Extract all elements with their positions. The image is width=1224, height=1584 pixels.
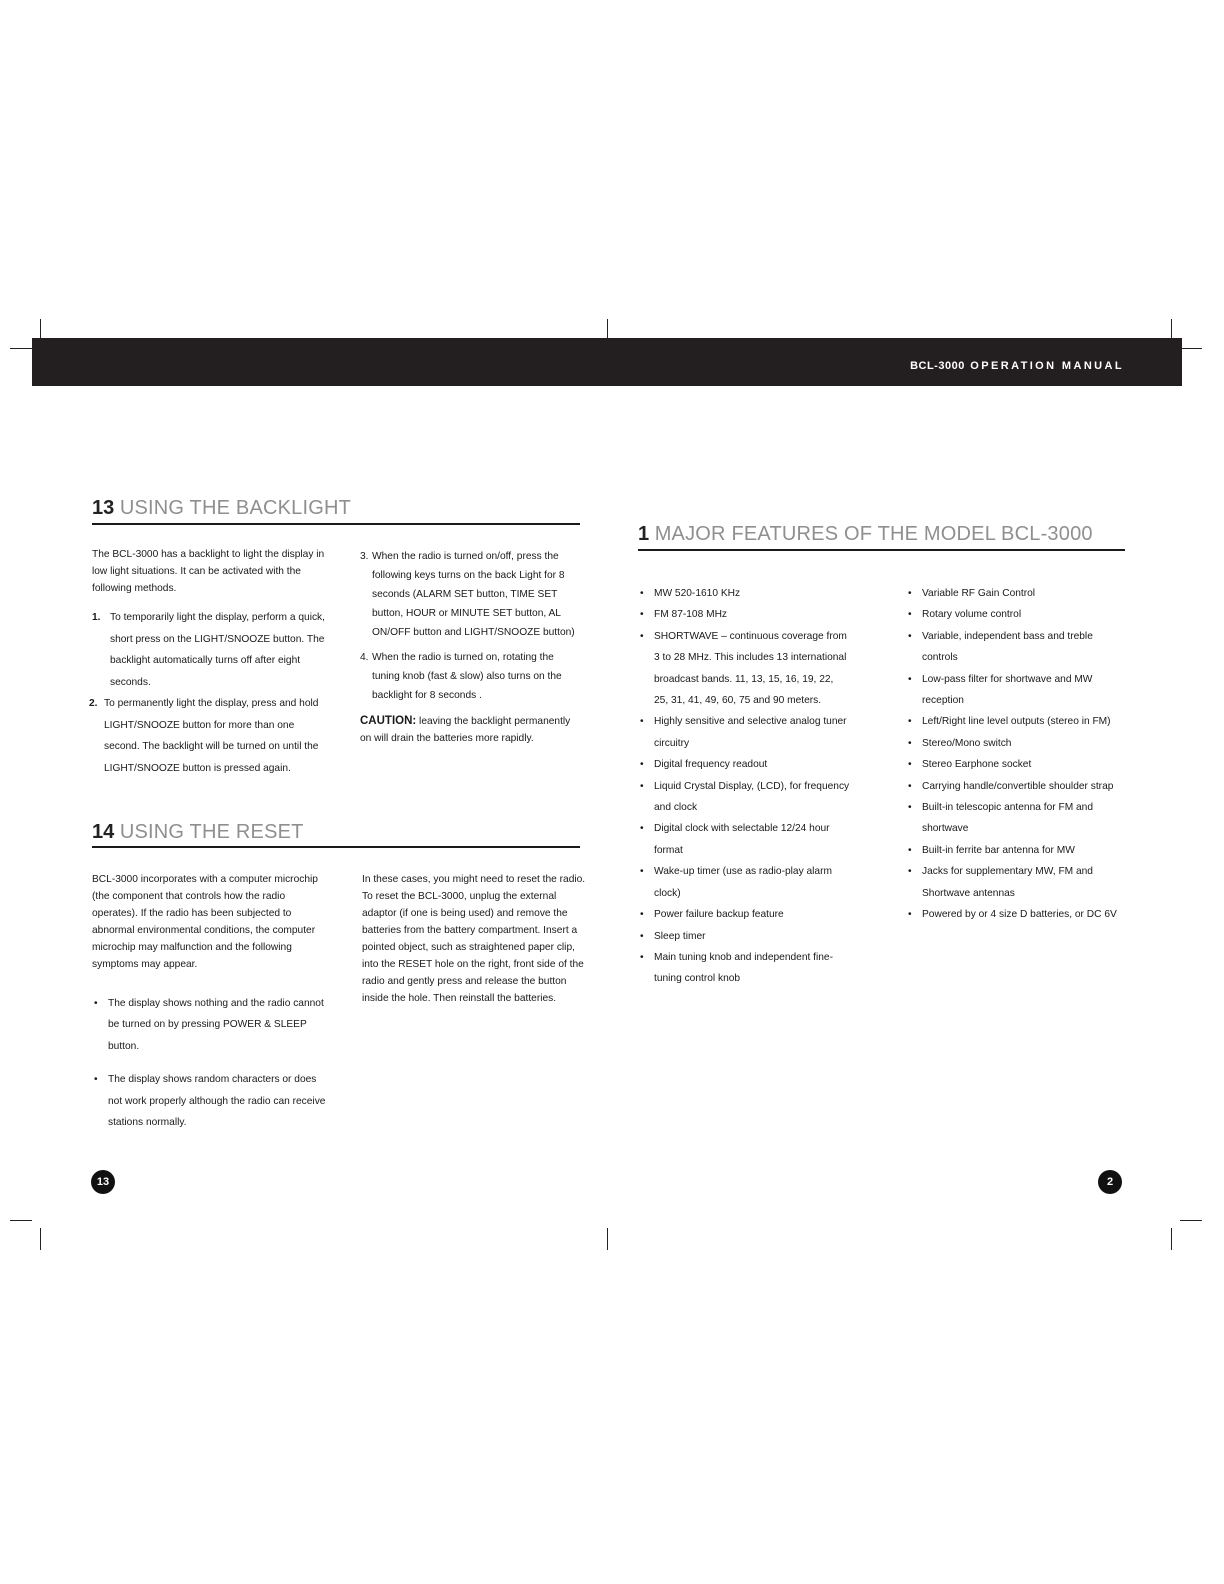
feature-item: • Liquid Crystal Display, (LCD), for frequency and clock: [638, 776, 850, 819]
feature-item: • Power failure backup feature: [638, 904, 850, 925]
feature-item: • Variable, independent bass and treble controls: [906, 626, 1118, 669]
section-13-heading: [92, 496, 351, 520]
feature-item: • Stereo Earphone socket: [906, 754, 1118, 775]
section-14-heading: [92, 820, 304, 844]
feature-item: • Rotary volume control: [906, 604, 1118, 625]
feature-item: • Built-in ferrite bar antenna for MW: [906, 840, 1118, 861]
section-14-col-left: [92, 871, 332, 1133]
crop-mark-left-bottom: [10, 1220, 32, 1221]
section-13-col-left: [89, 546, 332, 779]
item-text: When the radio is turned on/off, press the following keys turns on the back Light for 8 seconds (ALARM SET button, TIME SET button, HOUR or MINUTE SET button, AL ON/OFF button and LIGHT/SNOOZE button): [372, 551, 575, 638]
feature-item: • Jacks for supplementary MW, FM and Shortwave antennas: [906, 861, 1118, 904]
section-number: 13: [92, 497, 115, 519]
crop-mark-right-bottom: [1180, 1220, 1202, 1221]
feature-item: • Main tuning knob and independent fine-tuning control knob: [638, 947, 850, 990]
feature-item: • Sleep timer: [638, 926, 850, 947]
feature-item: • Stereo/Mono switch: [906, 733, 1118, 754]
crop-mark-bottom-right: [1171, 1228, 1172, 1250]
section-title: MAJOR FEATURES OF THE MODEL BCL-3000: [654, 523, 1093, 545]
symptom-item: • The display shows nothing and the radio cannot be turned on by pressing POWER & SLEEP button.: [92, 993, 332, 1057]
feature-item: • Carrying handle/convertible shoulder strap: [906, 776, 1118, 797]
feature-item: • MW 520-1610 KHz: [638, 583, 850, 604]
reset-symptoms-list: [92, 993, 332, 1133]
item-number: 4.: [360, 652, 369, 663]
caution-text: leaving the backlight permanently on will drain the batteries more rapidly.: [360, 716, 571, 744]
manual-title-text: OPERATION MANUAL: [970, 360, 1124, 372]
crop-mark-bottom-left: [40, 1228, 41, 1250]
section-14-rule: [92, 846, 580, 848]
item-text: To temporarily light the display, perform a quick, short press on the LIGHT/SNOOZE button. The backlight automatically turns off after eight seconds.: [110, 612, 325, 688]
caution-label: CAUTION:: [360, 715, 417, 727]
backlight-item-1: [92, 607, 332, 693]
header-band: [32, 338, 1182, 386]
reset-intro: BCL-3000 incorporates with a computer microchip (the component that controls how the radio operates). If the radio has been subjected to abnormal environmental conditions, the computer microchip may malfunction and the following symptoms may appear.: [92, 874, 318, 970]
section-title: USING THE RESET: [119, 821, 304, 843]
item-number: 2.: [89, 698, 98, 709]
crop-mark-left-top: [10, 348, 32, 349]
page-number-right: 2: [1098, 1170, 1122, 1194]
feature-item: • Low-pass filter for shortwave and MW reception: [906, 669, 1118, 712]
backlight-item-2: [89, 693, 332, 779]
feature-item: • Highly sensitive and selective analog tuner circuitry: [638, 711, 850, 754]
page-number-left: 13: [91, 1170, 115, 1194]
section-14-col-right: [362, 871, 592, 1007]
section-13-col-right: [360, 547, 582, 747]
section-13-rule: [92, 523, 580, 525]
feature-item: • Powered by or 4 size D batteries, or DC 6V: [906, 904, 1118, 925]
feature-item: • Digital clock with selectable 12/24 hour format: [638, 818, 850, 861]
feature-item: • SHORTWAVE – continuous coverage from 3 to 28 MHz. This includes 13 international broadcast bands. 11, 13, 15, 16, 19, 22, 25, 31, 41, 49, 60, 75 and 90 meters.: [638, 626, 850, 712]
features-list-1: [638, 583, 850, 990]
crop-mark-right-top: [1180, 348, 1202, 349]
reset-instructions: In these cases, you might need to reset the radio. To reset the BCL-3000, unplug the external adaptor (if one is being used) and remove the batteries from the battery compartment. Insert a pointed object, such as straightened paper clip, into the RESET hole on the right, front side of the radio and gently press and release the button inside the hole. Then reinstall the batteries.: [362, 874, 586, 1004]
section-number: 1: [638, 523, 650, 545]
feature-item: • Variable RF Gain Control: [906, 583, 1118, 604]
section-1-rule: [638, 549, 1125, 551]
section-title: USING THE BACKLIGHT: [119, 497, 352, 519]
crop-mark-bottom-center: [607, 1228, 608, 1250]
backlight-item-3: [360, 547, 582, 642]
caution-note: [360, 713, 582, 747]
item-text: To permanently light the display, press and hold LIGHT/SNOOZE button for more than one second. The backlight will be turned on until the LIGHT/SNOOZE button is pressed again.: [104, 698, 319, 774]
item-number: 1.: [92, 612, 101, 623]
item-text: When the radio is turned on, rotating the tuning knob (fast & slow) also turns on the backlight for 8 seconds .: [372, 652, 562, 701]
features-col-1: [638, 583, 850, 990]
section-number: 14: [92, 821, 115, 843]
backlight-item-4: [360, 648, 582, 705]
section-1-heading: [638, 522, 1093, 546]
manual-title: [910, 360, 1124, 372]
feature-item: • Digital frequency readout: [638, 754, 850, 775]
feature-item: • Built-in telescopic antenna for FM and shortwave: [906, 797, 1118, 840]
item-number: 3.: [360, 551, 369, 562]
feature-item: • Left/Right line level outputs (stereo in FM): [906, 711, 1118, 732]
symptom-item: • The display shows random characters or does not work properly although the radio can receive stations normally.: [92, 1069, 332, 1133]
model-name: BCL-3000: [910, 360, 965, 372]
backlight-intro: The BCL-3000 has a backlight to light the display in low light situations. It can be activated with the following methods.: [92, 549, 325, 594]
feature-item: • Wake-up timer (use as radio-play alarm clock): [638, 861, 850, 904]
feature-item: • FM 87-108 MHz: [638, 604, 850, 625]
features-list-2: [906, 583, 1118, 926]
features-col-2: [906, 583, 1118, 926]
